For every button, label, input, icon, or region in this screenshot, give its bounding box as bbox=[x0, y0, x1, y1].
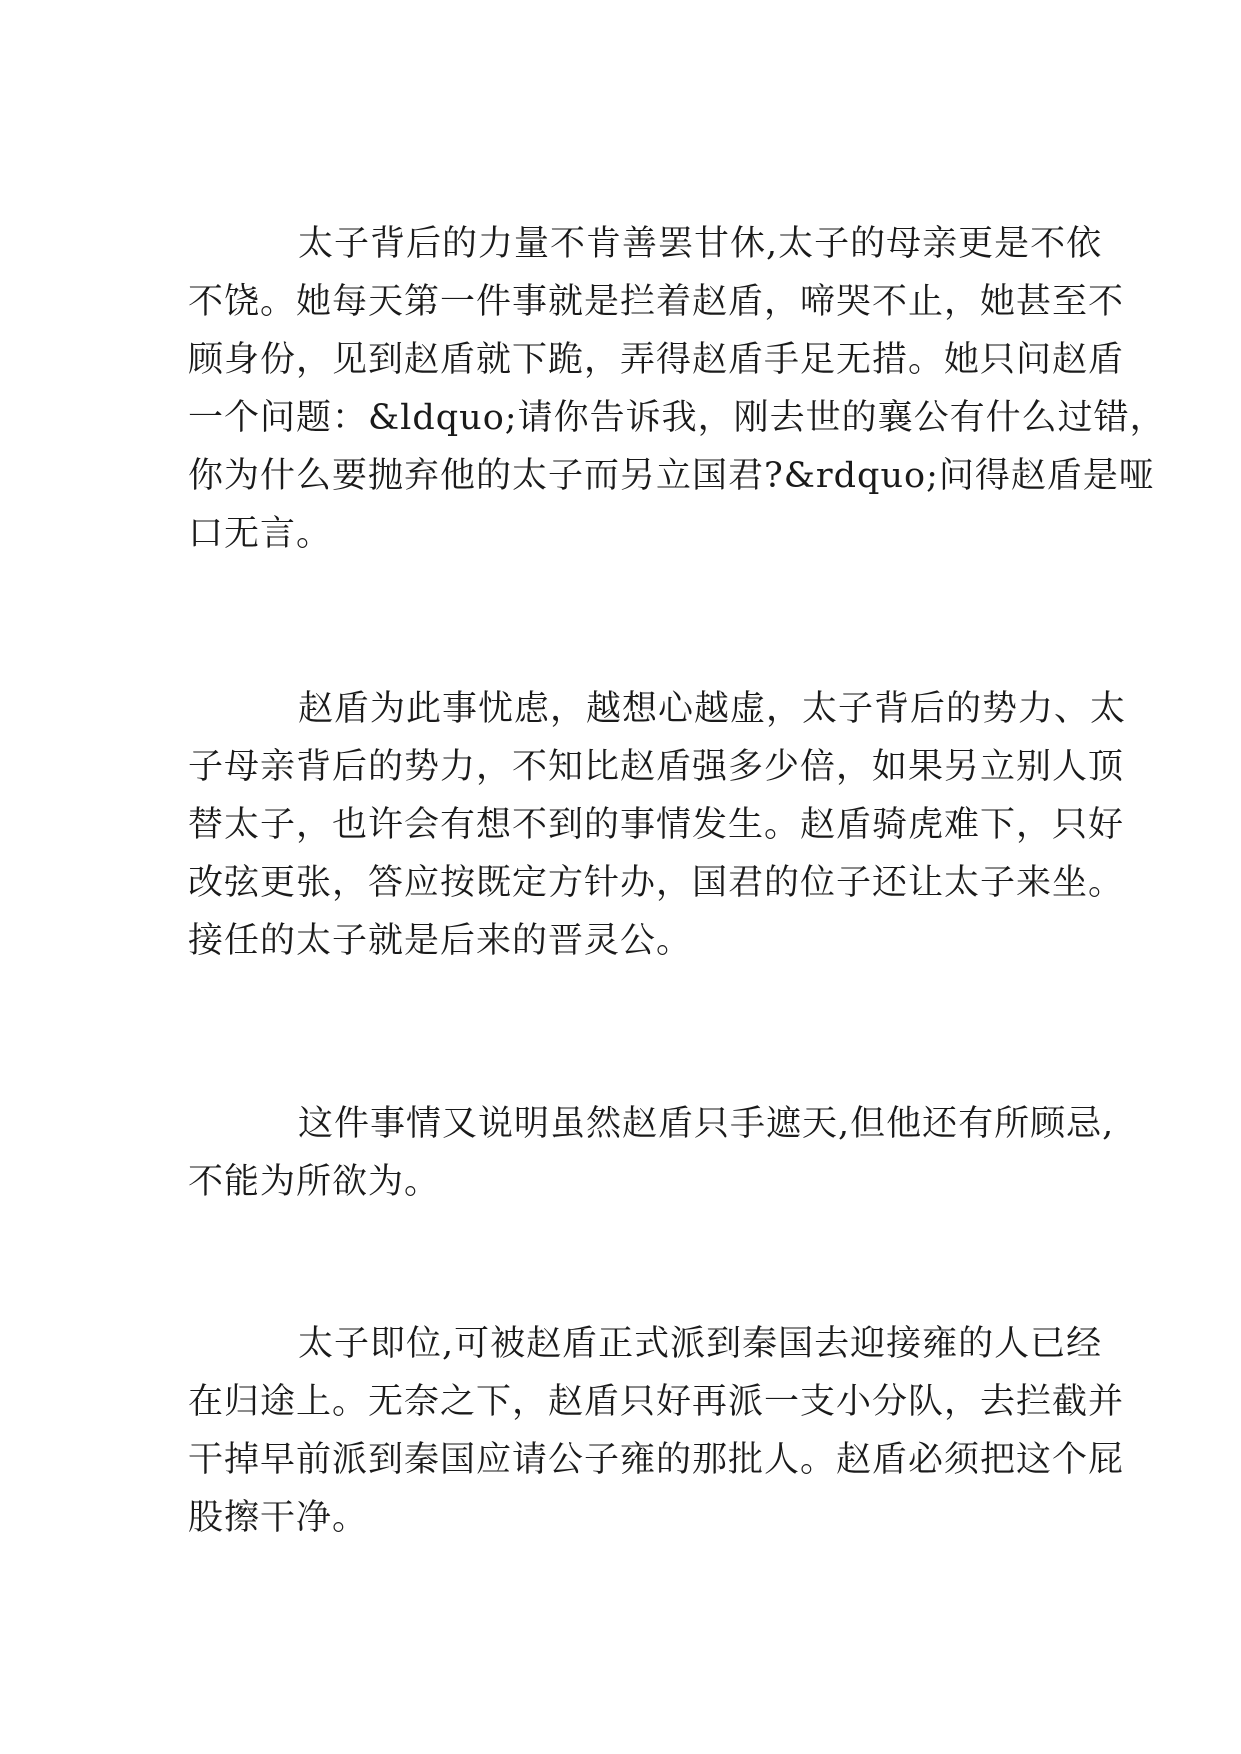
paragraph-line: 赵盾为此事忧虑，越想心越虚，太子背后的势力、太 bbox=[298, 689, 1127, 729]
paragraph-line: 你为什么要抛弃他的太子而另立国君?&rdquo;问得赵盾是哑 bbox=[188, 456, 1155, 496]
paragraph-line: 干掉早前派到秦国应请公子雍的那批人。赵盾必须把这个屁 bbox=[188, 1440, 1125, 1480]
paragraph-1 bbox=[188, 215, 1166, 563]
paragraph-line: 一个问题：&ldquo;请你告诉我，刚去世的襄公有什么过错， bbox=[188, 398, 1166, 438]
paragraph-line: 替太子，也许会有想不到的事情发生。赵盾骑虎难下，只好 bbox=[188, 805, 1125, 845]
paragraph-line: 口无言。 bbox=[188, 514, 333, 554]
paragraph-line: 顾身份，见到赵盾就下跪，弄得赵盾手足无措。她只问赵盾 bbox=[188, 340, 1125, 380]
paragraph-line: 太子即位,可被赵盾正式派到秦国去迎接雍的人已经 bbox=[298, 1324, 1103, 1364]
paragraph-2 bbox=[188, 680, 1127, 970]
paragraph-line: 接任的太子就是后来的晋灵公。 bbox=[188, 921, 693, 961]
paragraph-line: 在归途上。无奈之下，赵盾只好再派一支小分队，去拦截并 bbox=[188, 1382, 1125, 1422]
paragraph-line: 股擦干净。 bbox=[188, 1498, 369, 1538]
paragraph-4 bbox=[188, 1315, 1125, 1547]
paragraph-line: 太子背后的力量不肯善罢甘休,太子的母亲更是不依 bbox=[298, 224, 1103, 264]
paragraph-line: 不饶。她每天第一件事就是拦着赵盾，啼哭不止，她甚至不 bbox=[188, 282, 1125, 322]
paragraph-line: 这件事情又说明虽然赵盾只手遮天,但他还有所顾忌, bbox=[298, 1104, 1115, 1144]
paragraph-3 bbox=[188, 1095, 1115, 1211]
paragraph-line: 改弦更张，答应按既定方针办，国君的位子还让太子来坐。 bbox=[188, 863, 1125, 903]
paragraph-line: 子母亲背后的势力，不知比赵盾强多少倍，如果另立别人顶 bbox=[188, 747, 1125, 787]
paragraph-line: 不能为所欲为。 bbox=[188, 1162, 441, 1202]
